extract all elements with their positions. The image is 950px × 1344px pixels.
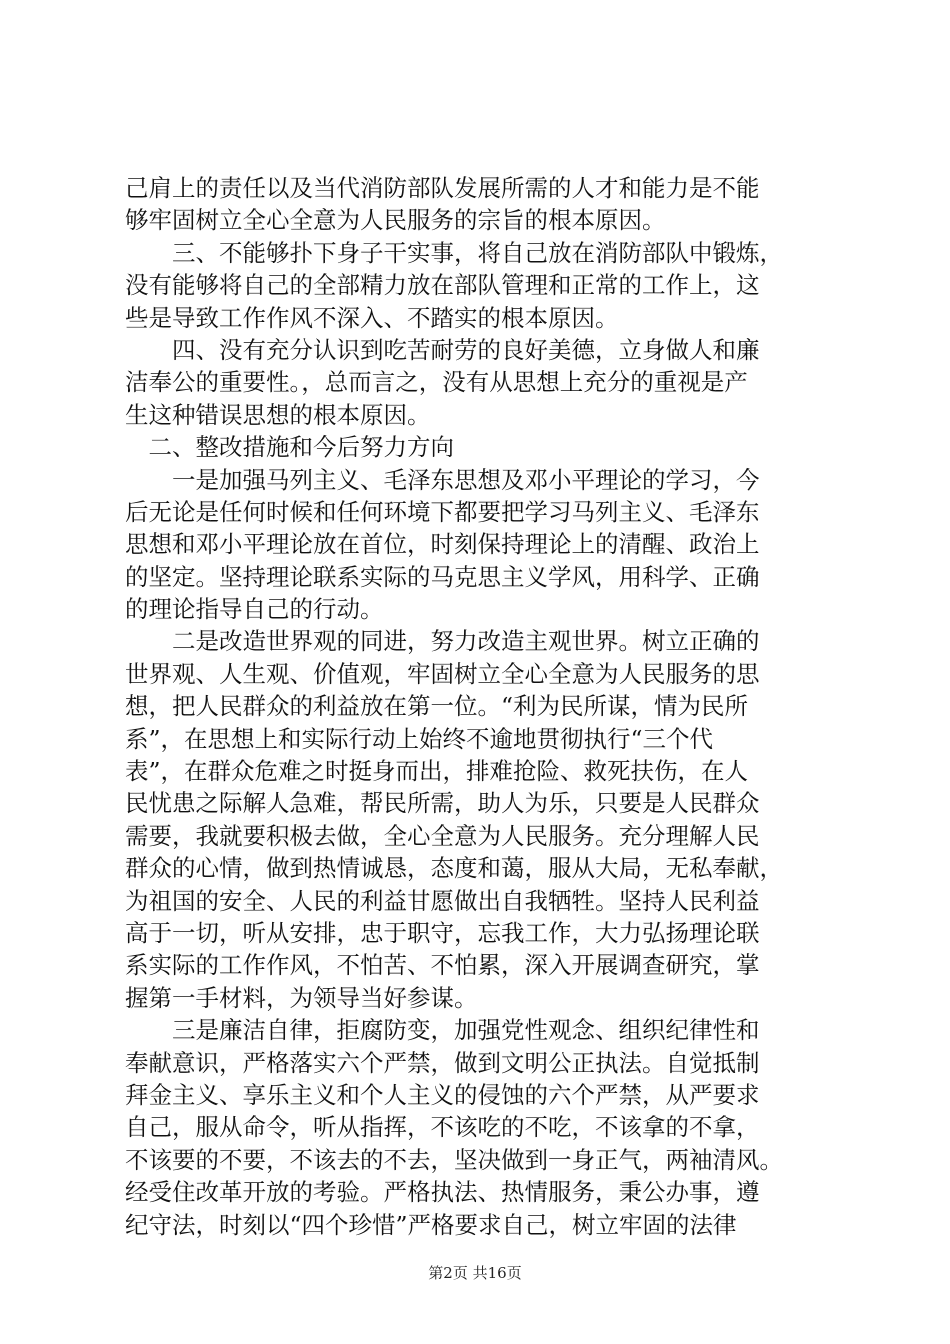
text-line: 思想和邓小平理论放在首位，时刻保持理论上的清醒、政治上 — [125, 530, 760, 559]
text-line: 二、整改措施和今后努力方向 — [125, 433, 454, 462]
text-line: 表”，在群众危难之时挺身而出，排难抢险、救死扶伤，在人 — [125, 757, 749, 786]
text-line: 握第一手材料，为领导当好参谋。 — [125, 983, 478, 1012]
text-line: 够牢固树立全心全意为人民服务的宗旨的根本原因。 — [125, 206, 666, 235]
text-line: 己肩上的责任以及当代消防部队发展所需的人才和能力是不能 — [125, 174, 760, 202]
text-line: 一是加强马列主义、毛泽东思想及邓小平理论的学习，今 — [125, 465, 760, 494]
text-line: 世界观、人生观、价值观，牢固树立全心全意为人民服务的思 — [125, 659, 760, 688]
text-line: 些是导致工作作风不深入、不踏实的根本原因。 — [125, 303, 619, 332]
text-line: 不该要的不要，不该去的不去，坚决做到一身正气，两袖清风。 — [125, 1145, 783, 1174]
text-line: 自己，服从命令，听从指挥，不该吃的不吃，不该拿的不拿， — [125, 1113, 760, 1142]
text-line: 民忧患之际解人急难，帮民所需，助人为乐，只要是人民群众 — [125, 789, 760, 818]
text-line: 生这种错误思想的根本原因。 — [125, 400, 431, 429]
text-line: 的坚定。坚持理论联系实际的马克思主义学风，用科学、正确 — [125, 562, 760, 591]
text-line: 经受住改革开放的考验。严格执法、热情服务，秉公办事，遵 — [125, 1178, 760, 1207]
text-line: 为祖国的安全、人民的利益甘愿做出自我牺牲。坚持人民利益 — [125, 886, 760, 915]
text-line: 群众的心情，做到热情诚恳，态度和蔼，服从大局，无私奉献， — [125, 854, 783, 883]
document-body — [125, 172, 837, 1241]
text-line: 二是改造世界观的同进，努力改造主观世界。树立正确的 — [125, 627, 760, 656]
text-line: 需要，我就要积极去做，全心全意为人民服务。充分理解人民 — [125, 821, 760, 850]
page-number-footer: 第2页 共16页 — [428, 1264, 522, 1282]
text-line: 纪守法，时刻以“四个珍惜”严格要求自己，树立牢固的法律 — [125, 1210, 737, 1239]
text-line: 奉献意识，严格落实六个严禁，做到文明公正执法。自觉抵制 — [125, 1048, 760, 1077]
text-line: 系实际的工作作风，不怕苦、不怕累，深入开展调查研究，掌 — [125, 951, 760, 980]
text-line: 拜金主义、享乐主义和个人主义的侵蚀的六个严禁，从严要求 — [125, 1080, 760, 1109]
text-line: 三、不能够扑下身子干实事，将自己放在消防部队中锻炼， — [125, 238, 783, 267]
text-line: 没有能够将自己的全部精力放在部队管理和正常的工作上，这 — [125, 271, 760, 300]
text-line: 三是廉洁自律，拒腐防变，加强党性观念、组织纪律性和 — [125, 1016, 760, 1045]
text-line: 四、没有充分认识到吃苦耐劳的良好美德，立身做人和廉 — [125, 335, 760, 364]
text-line: 想，把人民群众的利益放在第一位。“利为民所谋，情为民所 — [125, 692, 749, 721]
text-line: 系”，在思想上和实际行动上始终不逾地贯彻执行“三个代 — [125, 724, 714, 753]
text-line: 高于一切，听从安排，忠于职守，忘我工作，大力弘扬理论联 — [125, 918, 760, 947]
text-line: 的理论指导自己的行动。 — [125, 595, 384, 624]
text-line: 洁奉公的重要性。，总而言之，没有从思想上充分的重视是产 — [125, 368, 748, 397]
text-line: 后无论是任何时候和任何环境下都要把学习马列主义、毛泽东 — [125, 497, 760, 526]
